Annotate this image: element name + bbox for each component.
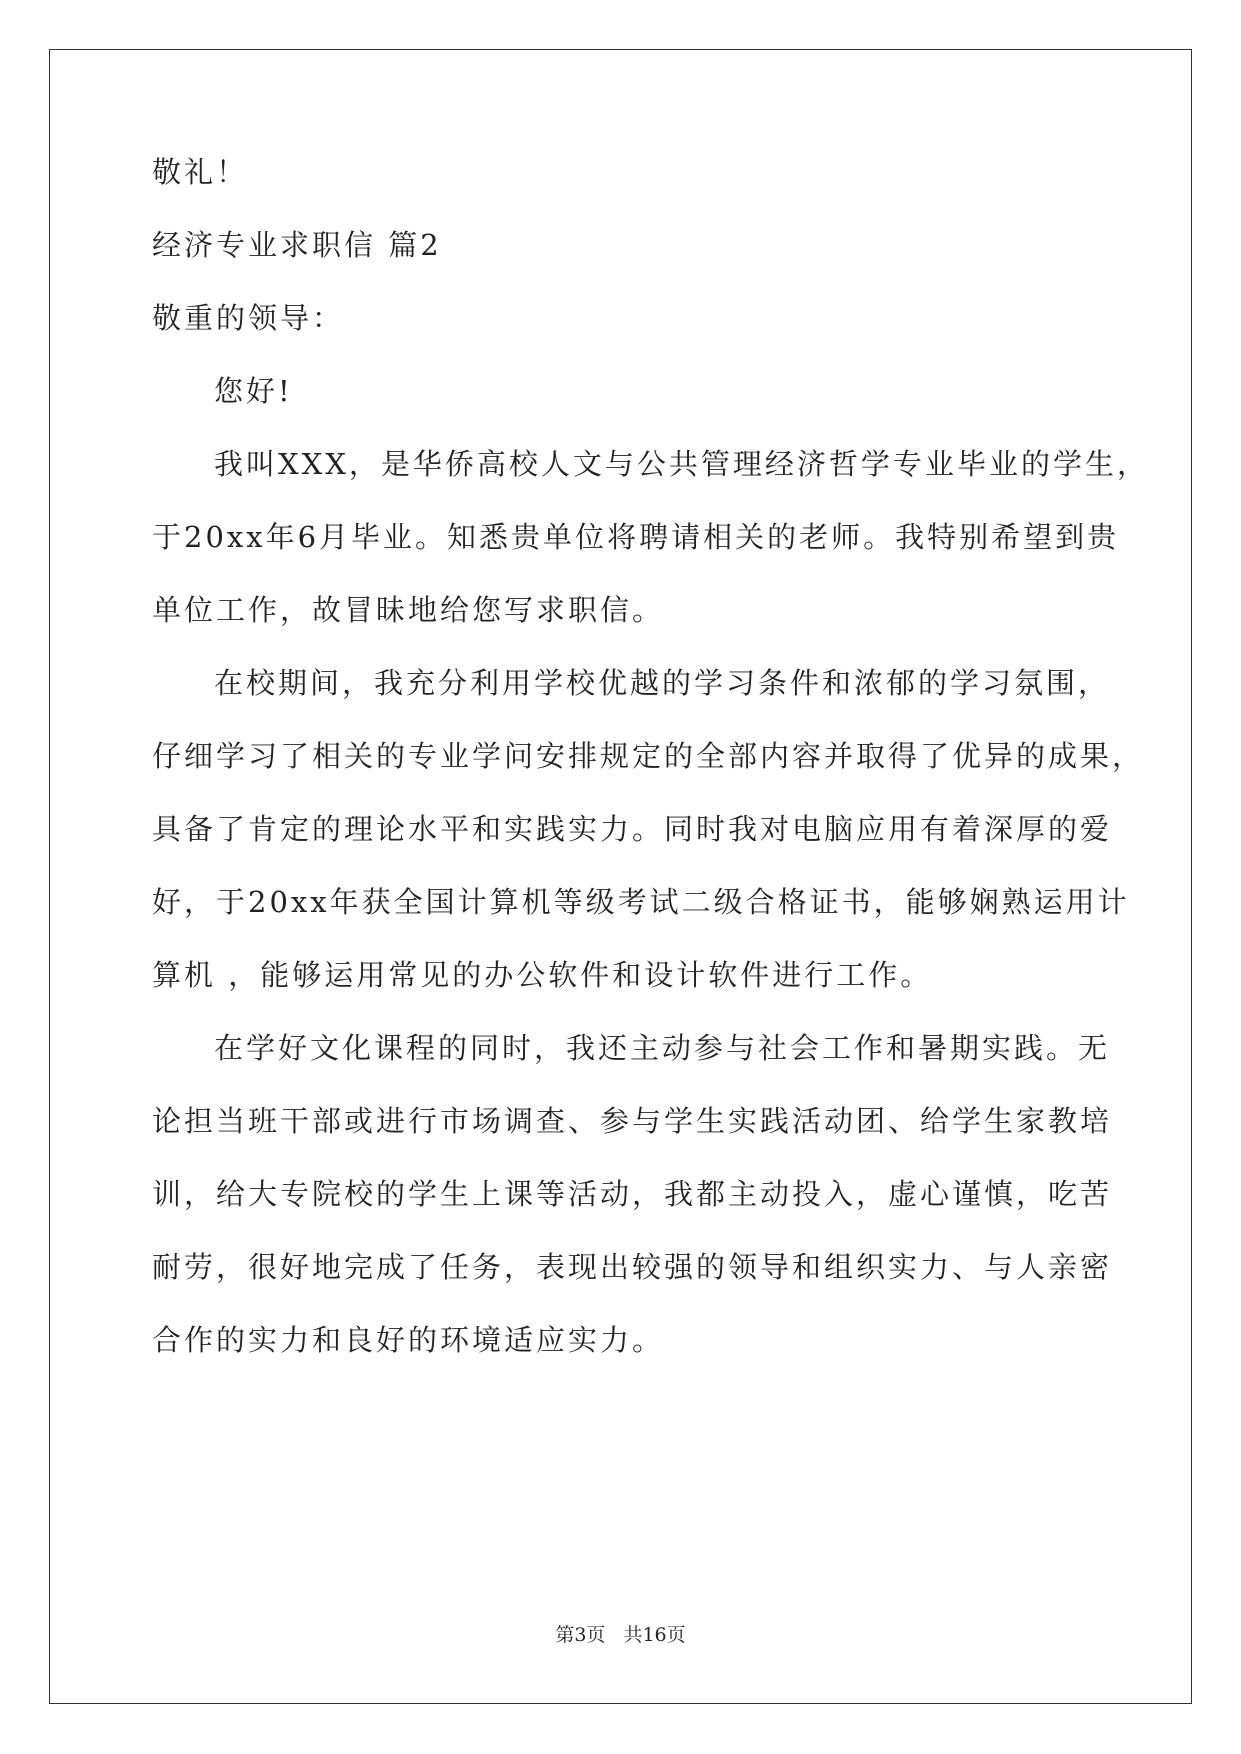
paragraph-line: 合作的实力和良好的环境适应实力。 bbox=[152, 1323, 665, 1357]
paragraph-line: 好，于20xx年获全国计算机等级考试二级合格证书，能够娴熟运用计 bbox=[152, 885, 1130, 919]
paragraph-line: 单位工作，故冒昧地给您写求职信。 bbox=[152, 593, 665, 627]
page-footer bbox=[0, 1620, 1241, 1647]
paragraph-line: 论担当班干部或进行市场调查、参与学生实践活动团、给学生家教培 bbox=[152, 1104, 1113, 1138]
paragraph-line: 耐劳，很好地完成了任务，表现出较强的领导和组织实力、与人亲密 bbox=[152, 1250, 1113, 1284]
page-total: 共16页 bbox=[623, 1624, 686, 1646]
paragraph-line: 算机 ，能够运用常见的办公软件和设计软件进行工作。 bbox=[152, 958, 933, 992]
paragraph-line: 仔细学习了相关的专业学问安排规定的全部内容并取得了优异的成果， bbox=[152, 739, 1145, 773]
paragraph-line: 我叫XXX，是华侨高校人文与公共管理经济哲学专业毕业的学生， bbox=[214, 447, 1149, 481]
paragraph-line: 于20xx年6月毕业。知悉贵单位将聘请相关的老师。我特别希望到贵 bbox=[152, 520, 1120, 554]
closing-salutation: 敬礼！ bbox=[152, 155, 249, 189]
paragraph-line: 在校期间，我充分利用学校优越的学习条件和浓郁的学习氛围， bbox=[214, 666, 1111, 700]
section-heading: 经济专业求职信 篇2 bbox=[152, 228, 442, 262]
greeting-line: 敬重的领导： bbox=[152, 301, 345, 335]
paragraph-line: 具备了肯定的理论水平和实践实力。同时我对电脑应用有着深厚的爱 bbox=[152, 812, 1113, 846]
hello-line: 您好! bbox=[214, 374, 293, 408]
paragraph-line: 训，给大专院校的学生上课等活动，我都主动投入，虚心谨慎，吃苦 bbox=[152, 1177, 1113, 1211]
page-number: 第3页 bbox=[555, 1624, 606, 1646]
paragraph-line: 在学好文化课程的同时，我还主动参与社会工作和暑期实践。无 bbox=[214, 1031, 1111, 1065]
